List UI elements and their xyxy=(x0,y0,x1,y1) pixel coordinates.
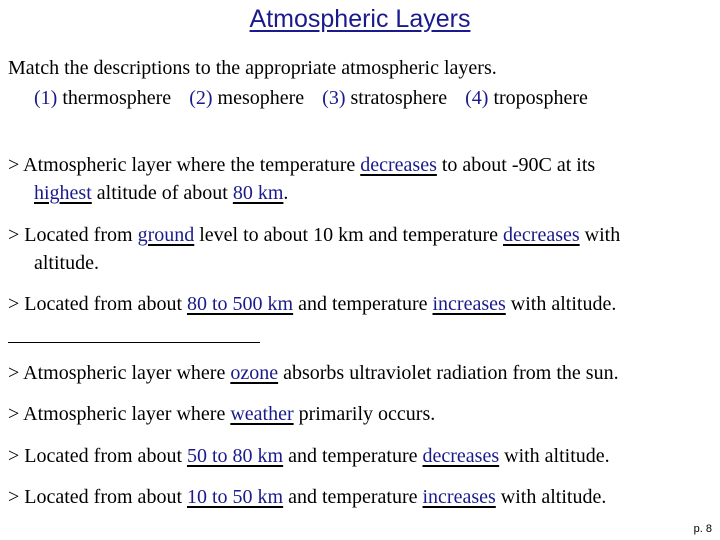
description-text: primarily occurs. xyxy=(293,403,436,425)
item-1-line-1 xyxy=(8,152,595,178)
option-number: (4) xyxy=(465,87,489,109)
keyword-underlined: decreases xyxy=(360,154,437,176)
description-text: and temperature xyxy=(283,486,423,508)
keyword-underlined: 50 to 80 km xyxy=(187,445,284,467)
page-number: p. 8 xyxy=(693,523,712,535)
description-text: altitude of about xyxy=(91,182,233,204)
keyword-underlined: highest xyxy=(34,182,92,204)
description-text: > Located from xyxy=(8,224,138,246)
item-5-line-1 xyxy=(8,401,435,427)
keyword-underlined: decreases xyxy=(503,224,580,246)
description-text: > Atmospheric layer where the temperature xyxy=(8,154,361,176)
description-text: . xyxy=(283,182,289,204)
description-text: > Located from about xyxy=(8,293,187,315)
item-1-line-2 xyxy=(34,180,288,206)
keyword-underlined: ground xyxy=(137,224,195,246)
description-text: > Located from about xyxy=(8,445,187,467)
keyword-underlined: 10 to 50 km xyxy=(187,486,284,508)
option-number: (2) xyxy=(189,87,213,109)
option-thermosphere xyxy=(34,87,171,109)
description-text: and temperature xyxy=(283,445,423,467)
description-text: with xyxy=(579,224,621,246)
description-text: > Atmospheric layer where xyxy=(8,403,231,425)
option-label: troposphere xyxy=(493,87,588,109)
option-number: (1) xyxy=(34,87,58,109)
page-title: Atmospheric Layers xyxy=(249,5,471,33)
keyword-underlined: decreases xyxy=(422,445,500,467)
description-text: to about -90C at its xyxy=(436,154,596,176)
keyword-underlined: weather xyxy=(230,403,294,425)
option-mesophere xyxy=(189,87,304,109)
item-4-line-1 xyxy=(8,360,619,386)
description-text: with altitude. xyxy=(505,293,617,315)
description-text: absorbs ultraviolet radiation from the sun. xyxy=(278,362,619,384)
keyword-underlined: ozone xyxy=(230,362,279,384)
item-6-line-1 xyxy=(8,443,610,469)
option-stratosphere xyxy=(322,87,447,109)
description-text: > Atmospheric layer where xyxy=(8,362,231,384)
description-text: with altitude. xyxy=(495,486,607,508)
layer-options xyxy=(34,85,606,111)
keyword-underlined: increases xyxy=(422,486,496,508)
item-2-line-2 xyxy=(34,250,99,276)
instructions: Match the descriptions to the appropriate atmospheric layers. xyxy=(8,57,497,79)
option-number: (3) xyxy=(322,87,346,109)
keyword-underlined: 80 to 500 km xyxy=(187,293,294,315)
option-label: mesophere xyxy=(217,87,305,109)
description-text: level to about 10 km and temperature xyxy=(194,224,504,246)
option-label: stratosphere xyxy=(350,87,448,109)
keyword-underlined: increases xyxy=(432,293,506,315)
description-text: > Located from about xyxy=(8,486,187,508)
option-label: thermosphere xyxy=(62,87,172,109)
item-2-line-1 xyxy=(8,222,620,248)
item-7-line-1 xyxy=(8,484,606,510)
keyword-underlined: 80 km xyxy=(232,182,284,204)
option-troposphere xyxy=(465,87,588,109)
description-text: with altitude. xyxy=(499,445,610,467)
answer-blank xyxy=(8,342,260,343)
description-text: altitude. xyxy=(34,252,99,274)
description-text: and temperature xyxy=(293,293,433,315)
item-3-line-1 xyxy=(8,291,616,317)
